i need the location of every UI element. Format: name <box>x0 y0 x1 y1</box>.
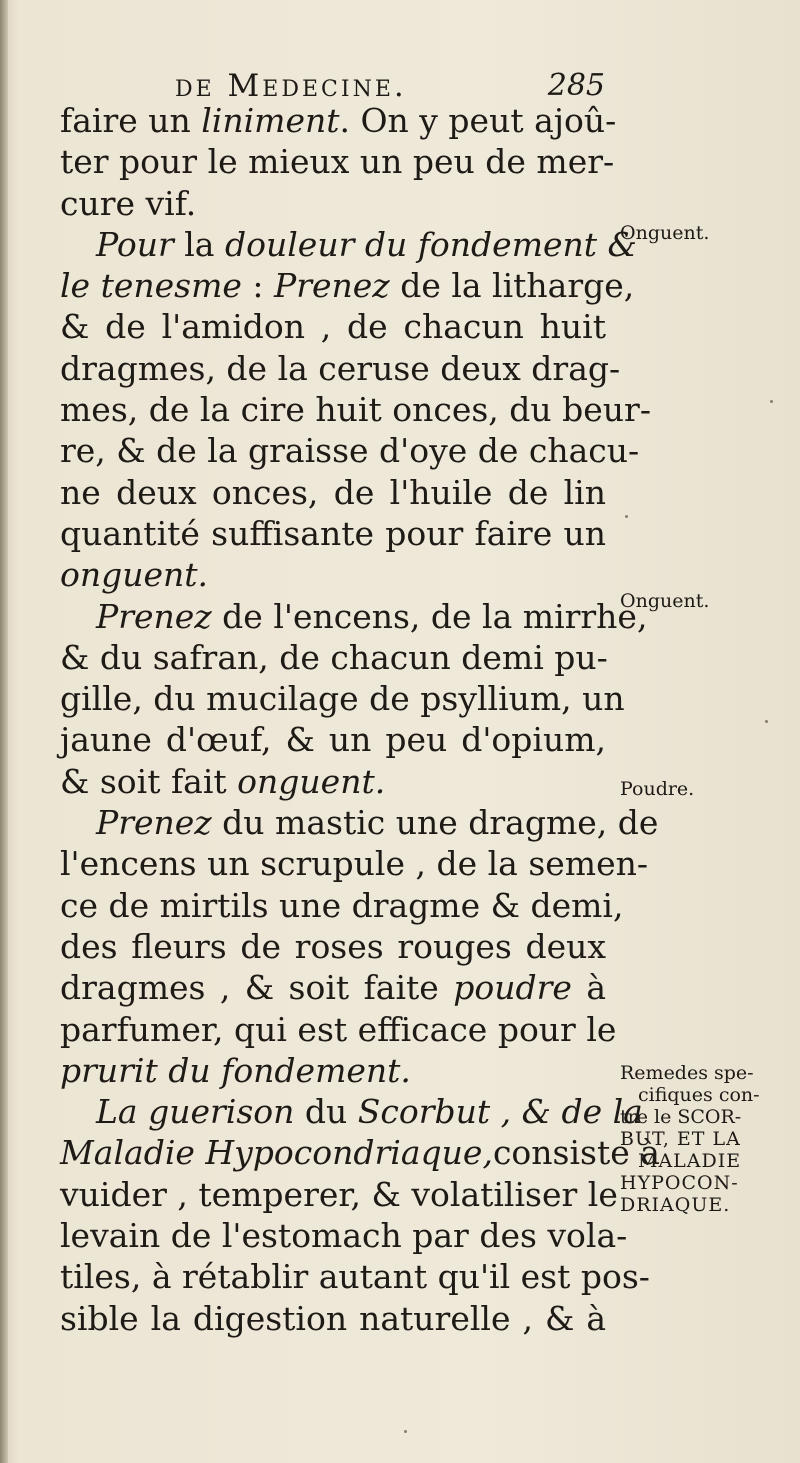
margin-note-line: tre le SCOR- <box>620 1106 742 1128</box>
text-line: Prenez de l'encens, de la mirrhe, <box>96 596 648 636</box>
paper-speck <box>770 400 773 403</box>
text-line: des fleurs de roses rouges deux <box>60 926 606 966</box>
margin-note-onguent-2: Onguent. <box>620 590 710 612</box>
margin-note-remedes <box>620 1062 792 1216</box>
text-line: La guerison du Scorbut , & de la <box>96 1092 643 1132</box>
text-line: & de l'amidon , de chacun huit <box>60 307 606 347</box>
paper-speck <box>765 720 768 723</box>
margin-note-onguent: Onguent. <box>620 222 710 244</box>
text-line: Pour la douleur du fondement & <box>96 224 637 264</box>
text-line: le tenesme : Prenez de la litharge, <box>60 266 635 306</box>
margin-note-line: MALADIE <box>638 1150 742 1172</box>
text-line: levain de l'estomach par des vola- <box>60 1216 628 1256</box>
margin-note-poudre: Poudre. <box>620 778 695 800</box>
text-line: l'encens un scrupule , de la semen- <box>60 844 649 884</box>
text-line: ter pour le mieux un peu de mer- <box>60 142 615 182</box>
running-head: de Medecine. <box>175 68 407 104</box>
text-line: vuider , temperer, & volatiliser le <box>60 1174 618 1214</box>
text-line: & du safran, de chacun demi pu- <box>60 637 608 677</box>
paper-speck <box>625 515 628 518</box>
text-line: prurit du fondement. <box>60 1050 411 1090</box>
text-line: onguent. <box>60 555 209 595</box>
page-binding-edge <box>0 0 8 1463</box>
margin-note-line: BUT, ET LA <box>620 1128 741 1150</box>
text-line: Prenez du mastic une dragme, de <box>96 803 659 843</box>
text-line: mes, de la cire huit onces, du beur- <box>60 390 651 430</box>
text-line: faire un liniment. On y peut ajoû- <box>60 101 617 140</box>
page-number: 285 <box>547 68 605 103</box>
text-line: cure vif. <box>60 183 197 223</box>
text-line: Maladie Hypocondriaque,consiste à <box>60 1133 660 1173</box>
paper-speck <box>404 1430 407 1433</box>
text-line: ne deux onces, de l'huile de lin <box>60 472 606 512</box>
text-line: re, & de la graisse d'oye de chacu- <box>60 431 640 471</box>
text-line: gille, du mucilage de psyllium, un <box>60 679 625 719</box>
margin-note-line: Remedes spe- <box>620 1062 754 1084</box>
text-line: jaune d'œuf, & un peu d'opium, <box>60 720 606 760</box>
text-line: quantité suffisante pour faire un <box>60 513 606 553</box>
margin-note-line: cifiques con- <box>638 1084 760 1106</box>
main-text <box>60 100 660 1339</box>
text-line: sible la digestion naturelle , & à <box>60 1298 606 1338</box>
text-line: & soit fait onguent. <box>60 761 386 801</box>
margin-note-line: HYPOCON- <box>620 1172 739 1194</box>
text-line: dragmes , & soit faite poudre à <box>60 968 606 1008</box>
text-line: parfumer, qui est efficace pour le <box>60 1009 617 1049</box>
margin-note-line: DRIAQUE. <box>620 1194 731 1216</box>
text-line: ce de mirtils une dragme & demi, <box>60 885 624 925</box>
text-line: dragmes, de la ceruse deux drag- <box>60 348 621 388</box>
text-line: tiles, à rétablir autant qu'il est pos- <box>60 1257 650 1297</box>
